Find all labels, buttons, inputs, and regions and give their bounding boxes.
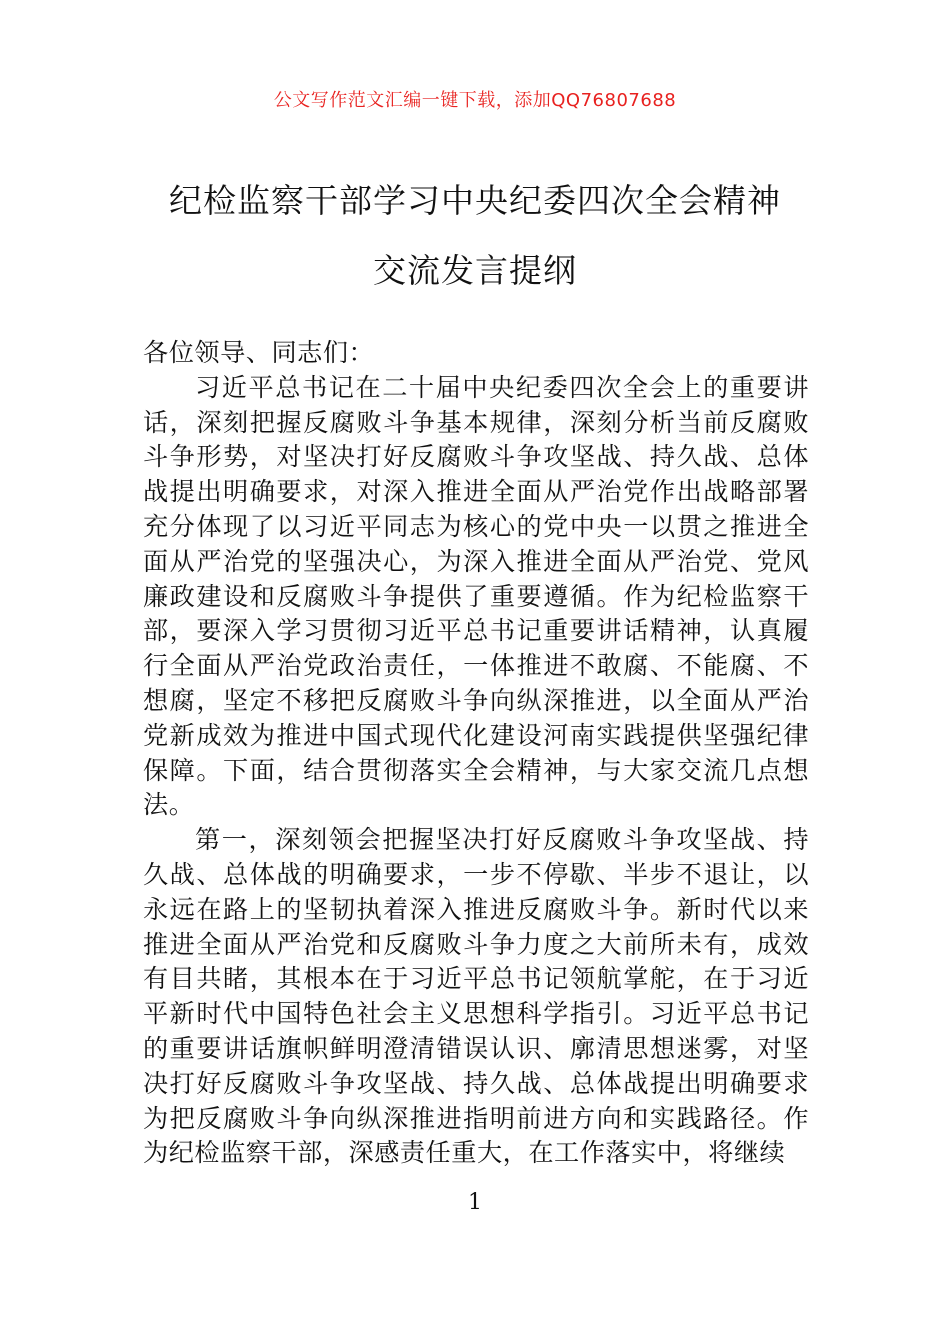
document-title-line-2: 交流发言提纲 [373,251,577,290]
paragraph-first-point: 第一，深刻领会把握坚决打好反腐败斗争攻坚战、持久战、总体战的明确要求，一步不停歇、半步不退让，以永远在路上的坚韧执着深入推进反腐败斗争。新时代以来推进全面从严治党和反腐败斗争力度之大前所未有，成效有目共睹，其根本在于习近平总书记领航掌舵，在于习近平新时代中国特色社会主义思想科学指引。习近平总书记的重要讲话旗帜鲜明澄清错误认识、廓清思想迷雾，对坚决打好反腐败斗争攻坚战、持久战、总体战提出明确要求为把反腐败斗争向纵深推进指明前进方向和实践路径。作为纪检监察干部，深感责任重大，在工作落实中，将继续 [143,825,809,1168]
salutation: 各位领导、同志们： [143,338,375,367]
download-note: 公文写作范文汇编一键下载，添加QQ76807688 [273,90,677,111]
document-title-line-1: 纪检监察干部学习中央纪委四次全会精神 [169,181,781,220]
document-body [143,336,809,1171]
paragraph-intro: 习近平总书记在二十届中央纪委四次全会上的重要讲话，深刻把握反腐败斗争基本规律，深刻分析当前反腐败斗争形势，对坚决打好反腐败斗争攻坚战、持久战、总体战提出明确要求，对深入推进全面从严治党作出战略部署充分体现了以习近平同志为核心的党中央一以贯之推进全面从严治党的坚强决心，为深入推进全面从严治党、党风廉政建设和反腐败斗争提供了重要遵循。作为纪检监察干部，要深入学习贯彻习近平总书记重要讲话精神，认真履行全面从严治党政治责任，一体推进不敢腐、不能腐、不想腐，坚定不移把反腐败斗争向纵深推进，以全面从严治党新成效为推进中国式现代化建设河南实践提供坚强纪律保障。下面，结合贯彻落实全会精神，与大家交流几点想法。 [143,372,809,820]
page-number: 1 [468,1190,482,1215]
